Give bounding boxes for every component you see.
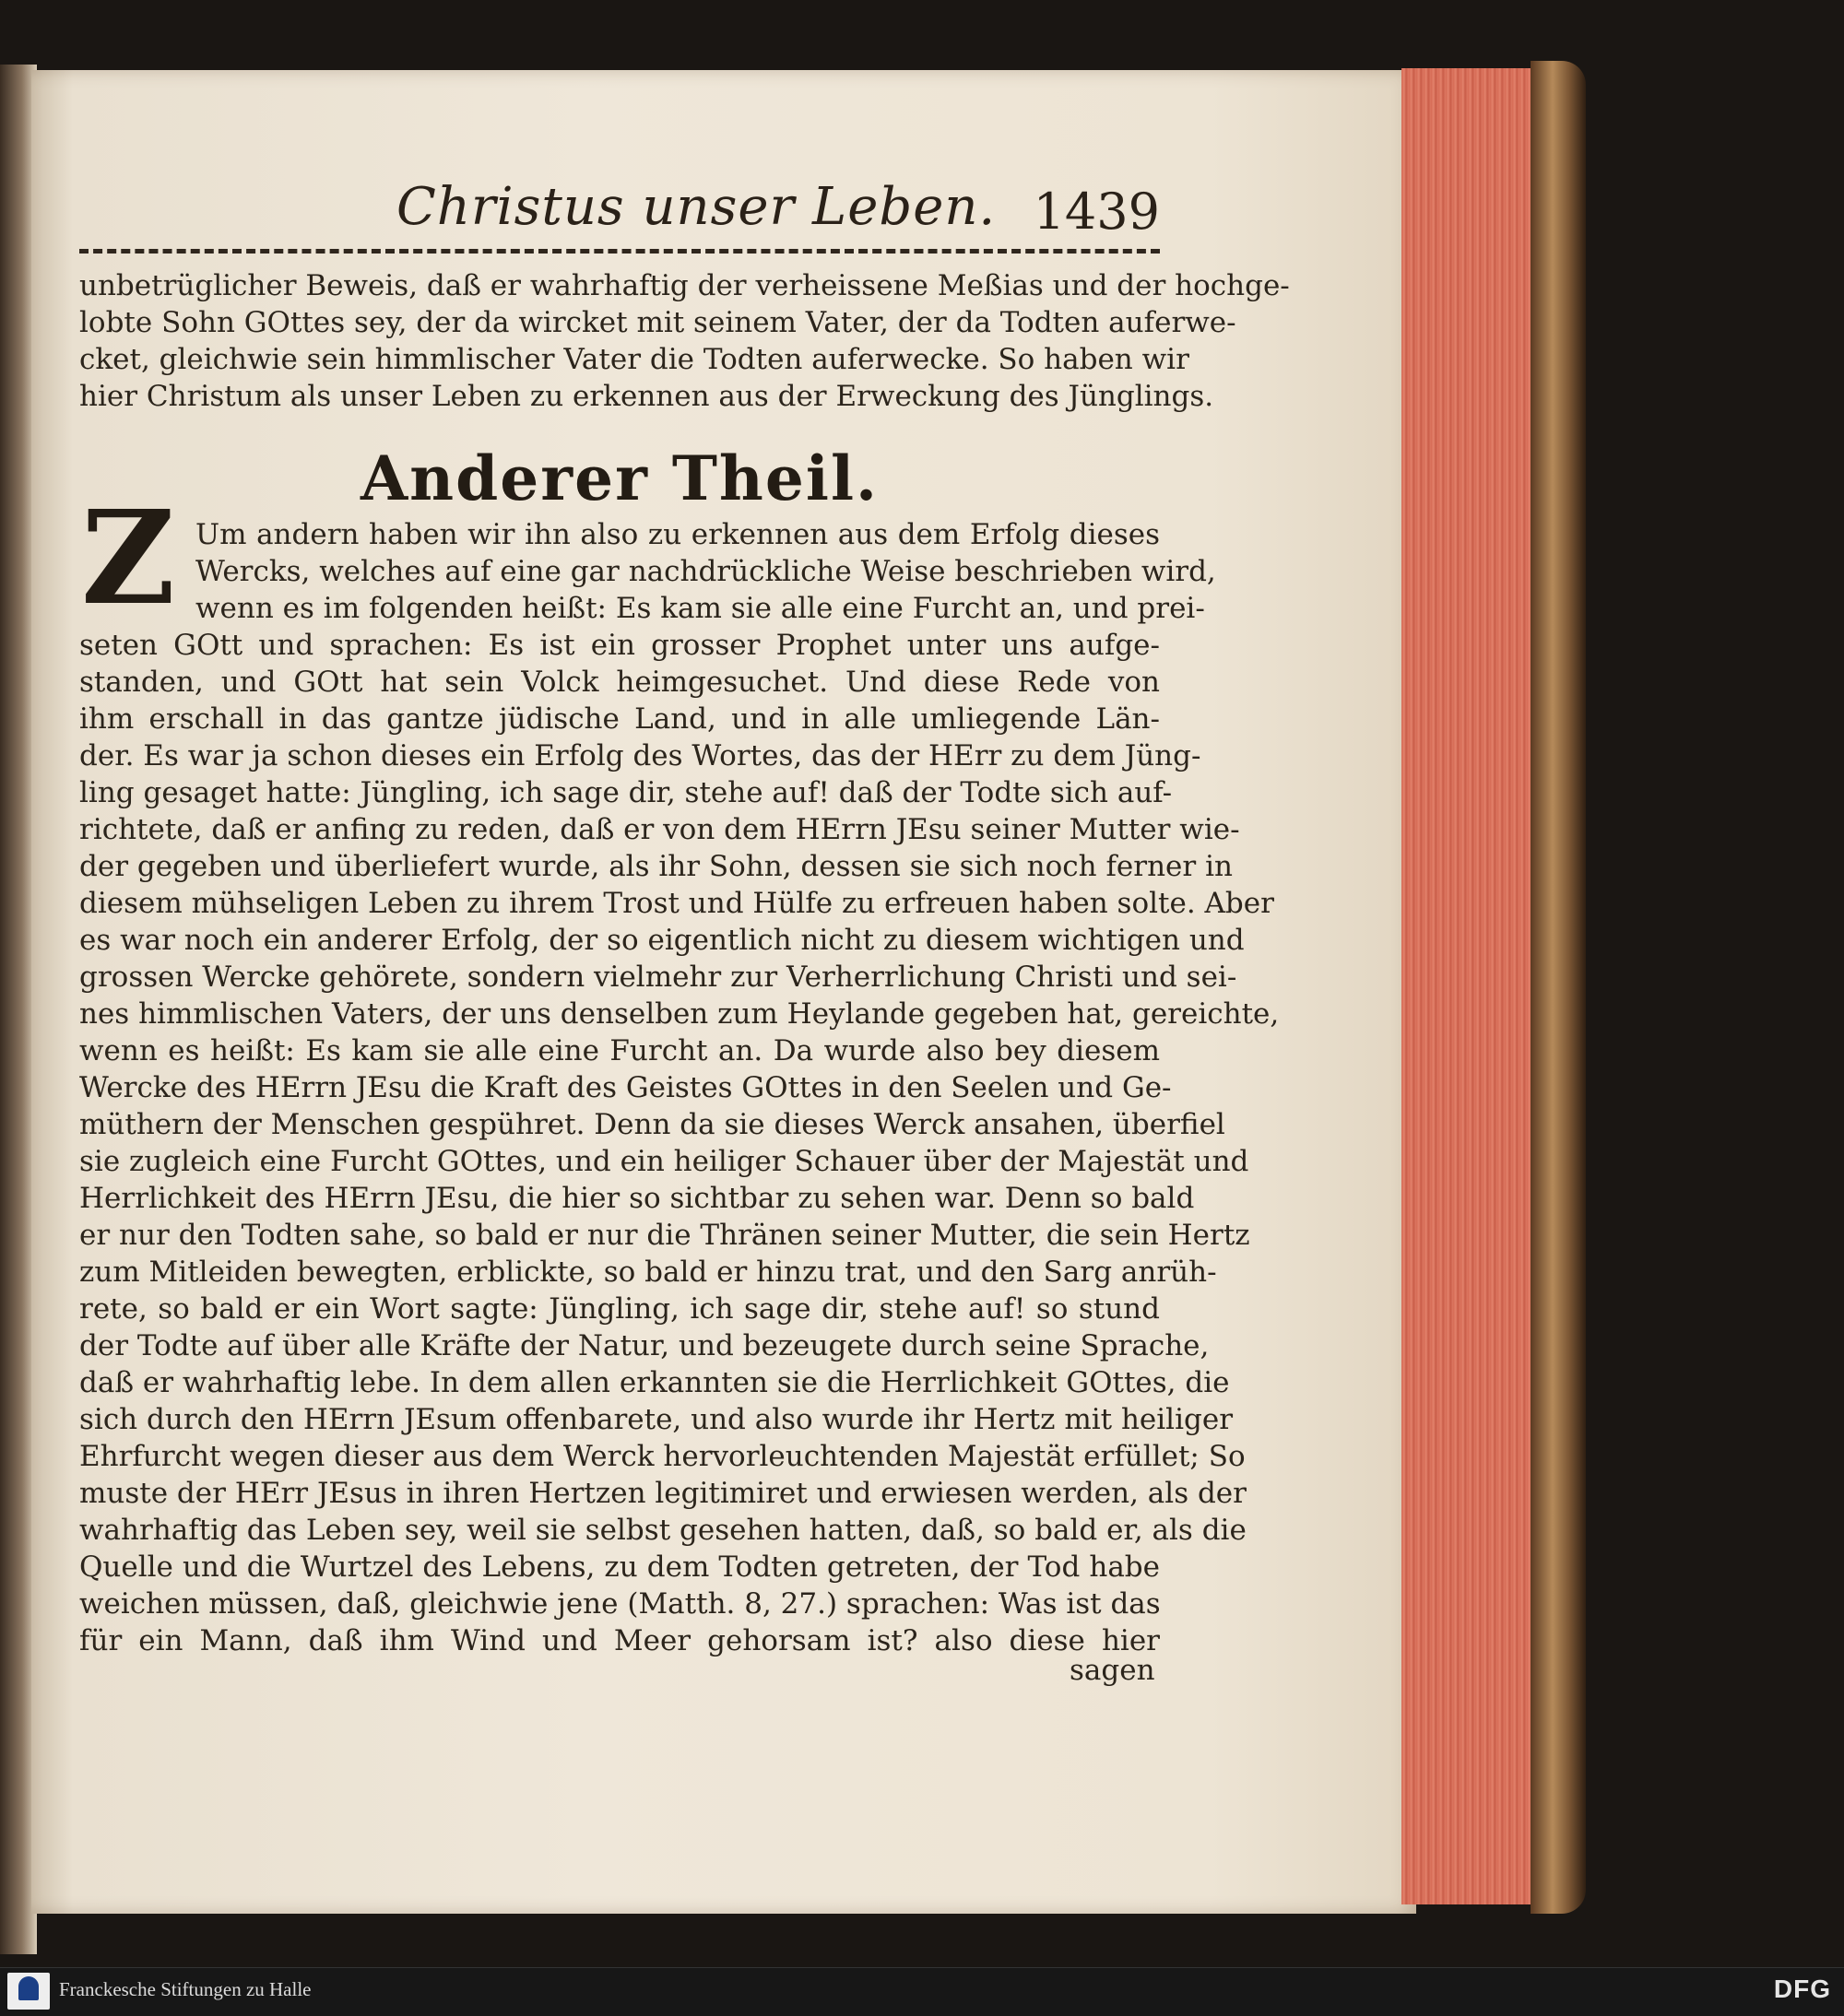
text-line: Herrlichkeit des HErrn JEsu, die hier so sichtbar zu sehen war. Denn so bald	[79, 1182, 1195, 1215]
text-line: hier Christum als unser Leben zu erkennen aus der Erweckung des Jünglings.	[79, 380, 1214, 413]
red-page-edges	[1401, 68, 1542, 1904]
section-heading: Anderer Theil.	[360, 442, 880, 514]
header-rule	[79, 249, 1160, 253]
text-line: diesem mühseligen Leben zu ihrem Trost und Hülfe zu erfreuen haben solte. Aber	[79, 887, 1274, 920]
text-line: standen, und GOtt hat sein Volck heimgesuchet. Und diese Rede von	[79, 666, 1160, 699]
drop-cap-initial: Z	[80, 483, 176, 634]
text-line: müthern der Menschen gespühret. Denn da sie dieses Werck ansahen, überfiel	[79, 1108, 1225, 1141]
text-line: der. Es war ja schon dieses ein Erfolg des Wortes, das der HErr zu dem Jüng-	[79, 739, 1201, 772]
text-line: ihm erschall in das gantze jüdische Land, und in alle umliegende Län-	[79, 702, 1160, 736]
text-line: rete, so bald er ein Wort sagte: Jüngling, ich sage dir, stehe auf! so stund	[79, 1292, 1160, 1326]
text-line: Wercks, welches auf eine gar nachdrückliche Weise beschrieben wird,	[195, 555, 1216, 588]
text-line: es war noch ein anderer Erfolg, der so eigentlich nicht zu diesem wichtigen und	[79, 924, 1245, 957]
text-line: wahrhaftig das Leben sey, weil sie selbst gesehen hatten, daß, so bald er, als die	[79, 1514, 1247, 1547]
text-line: muste der HErr JEsus in ihren Hertzen legitimiret und erwiesen werden, als der	[79, 1477, 1247, 1510]
text-line: cket, gleichwie sein himmlischer Vater die Todten auferwecke. So haben wir	[79, 343, 1189, 376]
text-line: nes himmlischen Vaters, der uns denselben zum Heylande gegeben hat, gereichte,	[79, 997, 1280, 1031]
page-header	[79, 177, 1160, 251]
text-line: seten GOtt und sprachen: Es ist ein grosser Prophet unter uns aufge-	[79, 629, 1160, 662]
book-cover-edge	[1531, 61, 1586, 1914]
text-line: daß er wahrhaftig lebe. In dem allen erkannten sie die Herrlichkeit GOttes, die	[79, 1366, 1230, 1399]
text-line: sich durch den HErrn JEsum offenbarete, und also wurde ihr Hertz mit heiliger	[79, 1403, 1234, 1436]
text-line: wenn es im folgenden heißt: Es kam sie alle eine Furcht an, und prei-	[195, 592, 1205, 625]
running-title: Christus unser Leben.	[396, 177, 997, 237]
text-line: unbetrüglicher Beweis, daß er wahrhaftig der verheissene Meßias und der hochge-	[79, 269, 1290, 302]
text-line: Wercke des HErrn JEsu die Kraft des Geistes GOttes in den Seelen und Ge-	[79, 1071, 1172, 1104]
text-line: sie zugleich eine Furcht GOttes, und ein heiliger Schauer über der Majestät und	[79, 1145, 1249, 1178]
text-line: wenn es heißt: Es kam sie alle eine Furcht an. Da wurde also bey diesem	[79, 1034, 1160, 1067]
text-line: er nur den Todten sahe, so bald er nur die Thränen seiner Mutter, die sein Hertz	[79, 1219, 1250, 1252]
institution-name: Franckesche Stiftungen zu Halle	[59, 1978, 312, 2000]
text-line: der gegeben und überliefert wurde, als ihr Sohn, dessen sie sich noch ferner in	[79, 850, 1233, 883]
text-line: zum Mitleiden bewegten, erblickte, so bald er hinzu trat, und den Sarg anrüh-	[79, 1256, 1217, 1289]
text-line: lobte Sohn GOttes sey, der da wircket mit seinem Vater, der da Todten auferwe-	[79, 306, 1236, 339]
institution-emblem-icon	[18, 1976, 39, 2000]
text-line: der Todte auf über alle Kräfte der Natur, und bezeugete durch seine Sprache,	[79, 1329, 1210, 1362]
text-line: für ein Mann, daß ihm Wind und Meer gehorsam ist? also diese hier	[79, 1624, 1160, 1657]
dfg-logo: DFG	[1773, 1975, 1831, 2003]
text-line: weichen müssen, daß, gleichwie jene (Matth. 8, 27.) sprachen: Was ist das	[79, 1587, 1161, 1621]
text-line: Ehrfurcht wegen dieser aus dem Werck hervorleuchtenden Majestät erfüllet; So	[79, 1440, 1246, 1473]
page-number: 1439	[1033, 183, 1160, 241]
text-line: richtete, daß er anfing zu reden, daß er von dem HErrn JEsu seiner Mutter wie-	[79, 813, 1240, 846]
text-line: ling gesaget hatte: Jüngling, ich sage dir, stehe auf! daß der Todte sich auf-	[79, 776, 1173, 809]
text-line: Quelle und die Wurtzel des Lebens, zu dem Todten getreten, der Tod habe	[79, 1550, 1160, 1584]
text-line: grossen Wercke gehörete, sondern vielmehr zur Verherrlichung Christi und sei-	[79, 961, 1237, 994]
text-line: Um andern haben wir ihn also zu erkennen aus dem Erfolg dieses	[195, 518, 1160, 551]
catchword: sagen	[1070, 1654, 1155, 1687]
